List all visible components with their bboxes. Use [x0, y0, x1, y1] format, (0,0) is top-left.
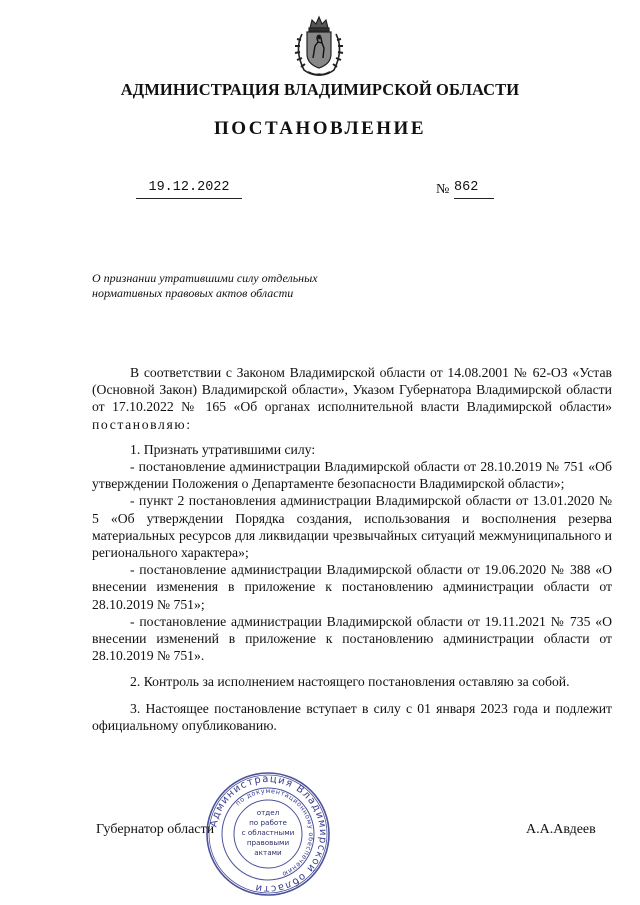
subject-line: О признании утратившими силу отдельных — [92, 271, 318, 285]
document-date: 19.12.2022 — [136, 180, 242, 199]
stamp-line: правовыми — [246, 838, 290, 847]
document-type: ПОСТАНОВЛЕНИЕ — [213, 118, 427, 139]
number-label: № — [436, 182, 450, 197]
item-1-title: 1. Признать утратившими силу: — [130, 441, 316, 457]
stamp-line: актами — [254, 848, 282, 857]
stamp-outer-text: Администрация Владимирской области — [208, 773, 329, 895]
revoked-act: - постановление администрации Владимирской области от 28.10.2019 № 751 «Об утверждении Положения о Департаменте безопасности Владимирской области»; — [92, 459, 612, 492]
organization-name: АДМИНИСТРАЦИЯ ВЛАДИМИРСКОЙ ОБЛАСТИ — [120, 80, 520, 99]
signer-name: А.А.Авдеев — [526, 822, 596, 837]
subject-line: нормативных правовых актов области — [92, 286, 294, 300]
decree-word: постановляю — [92, 416, 187, 432]
document-number: 862 — [454, 180, 494, 199]
preamble-text: В соответствии с Законом Владимирской области от 14.08.2001 № 62-ОЗ «Устав (Основной Закон) Владимирской области», Указом Губернатора Владимирской области от 17.10.2022 № 165 «Об органах исполнительной власти Владимирской области» — [92, 365, 612, 415]
stamp-line: с областными — [241, 828, 295, 837]
stamp-line: по работе — [249, 818, 287, 827]
item-3: 3. Настоящее постановление вступает в силу с 01 января 2023 года и подлежит официальному опубликованию. — [92, 700, 612, 733]
stamp-line: отдел — [256, 808, 280, 817]
stamp-inner-arc-text: по документационному обеспечению — [233, 786, 316, 879]
revoked-act: - постановление администрации Владимирской области от 19.06.2020 № 388 «О внесении изменения в приложение к постановлению администрации области от 28.10.2019 № 751»; — [92, 562, 612, 612]
item-2: 2. Контроль за исполнением настоящего постановления оставляю за собой. — [130, 674, 570, 690]
revoked-act: - постановление администрации Владимирской области от 19.11.2021 № 735 «О внесении изменений в приложение к постановлению администрации области от 28.10.2019 № 751». — [92, 613, 612, 664]
preamble — [92, 364, 612, 433]
signer-title: Губернатор области — [96, 822, 215, 837]
document-body — [92, 364, 612, 734]
official-stamp — [204, 770, 332, 898]
coat-of-arms-icon — [288, 14, 350, 80]
decree-colon: : — [186, 416, 191, 432]
revoked-act: - пункт 2 постановления администрации Владимирской области от 13.01.2020 № 5 «Об утверждении Порядка создания, использования и восполнения резерва материальных ресурсов для ликвидации чрезвычайных ситуаций межмуниципального и регионального характера»; — [92, 493, 612, 561]
document-subject — [92, 271, 392, 301]
